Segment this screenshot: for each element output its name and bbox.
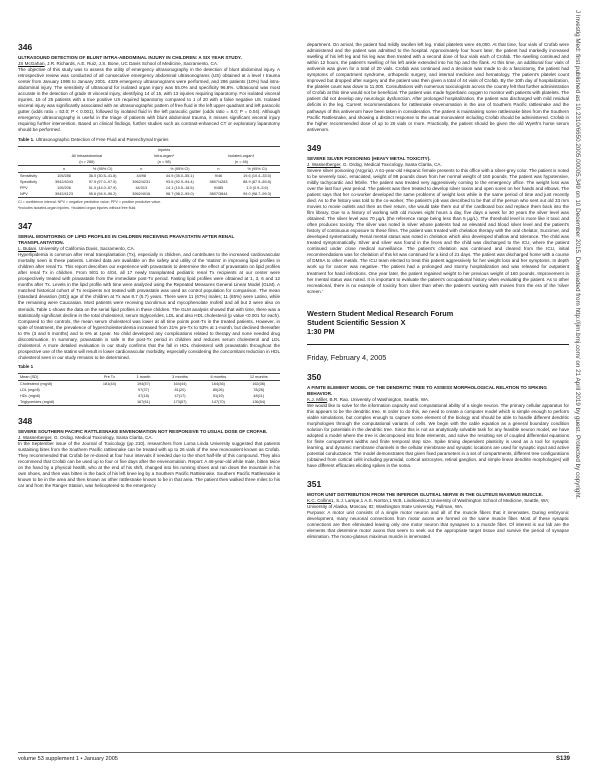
row-label: PPV [20,185,28,190]
cell: 14.1 (10.5–18.5) [165,185,194,190]
cell: 181(44) [93,380,126,387]
cell: 164(44) [161,380,199,387]
cell: 105/286 [48,172,80,179]
cell: 78(26) [253,387,265,392]
col-n: (n = 46) [234,159,248,164]
copyright-margin-note: J Investig Med: first published as 10.2310/6650.2005.00005.349 on 10 December 2015. Downloaded from http://jim.bmj.com/ on 21 April 2019 by guest. Protected by copyright. [574,10,581,500]
cell: 3807/3844 [203,191,235,198]
col-n: (n = 98) [157,159,171,164]
row-label: LDL (mg/dl) [20,387,40,392]
abstract-number: 346 [18,42,33,52]
presenting-author: J. Wasserberger [307,161,341,167]
subheader: % (95% CI) [234,165,280,172]
cell: 3962/4231 [132,179,151,184]
abstract-347 [18,221,280,406]
table-caption [18,364,280,370]
row-label: Triglycerides (mg/dl) [18,399,93,406]
abstract-number: 348 [18,415,33,426]
abstract-title: SEVERE SILVER POISONING (HEAVY METAL TOXICITY). [307,155,431,161]
presenting-author: L. Butani [18,246,37,252]
cell: 44/313 [135,185,148,190]
col-header: 1 month [126,373,161,380]
abstract-title: SERIAL MONITORING OF LIPID PROFILES IN CHILDREN RECEIVING PRAVASTATIN AFTER RENAL TRANSPLANTATION. [18,234,235,246]
abstract-body: In the September issue of the Journal of Toxicology (pp 210), researchers from Loma Linda University suggested that patients sustaining bites from the Southern Pacific rattlesnake can be treated with up to 26 vials of the new monovalent known as Crofab. They recommended that Crofab be re-dosed at four hour intervals if needed due to the short half-life of this compound. They also recommend that Crofab can be used up to four or five days after the envenomation. Report: A 46-year-old white male, bitten twice on the hand by a physical health, who at the end of his shift, changed into his running shoes and ran down the mountain in his own shoes, and then was bitten in the back of his left knee leg by a Southern Pacific Rattlesnake. Southern Pacific Rattlesnake is known to be in the area and then known as other rattlesnake known to be in that area. The patient then walked three miles to his car and from the Ranger Station, was helicoptered to the emergency [18,440,280,489]
abstract-title: ULTRASOUND DETECTION OF BLUNT INTRA-ABDOMINAL INJURY IN CHILDREN: A SIX YEAR STUDY. [18,55,242,60]
col-header: Pre Tx [93,373,126,380]
abstract-body: Hyperlipidemia is common after renal transplantation (Tx), especially in children, and contributes to the increased cardiovascular mortality seen in these patients. Limited data are available on the safety and utility of the 'statins' in improving lipid profiles in children after renal Tx. This report describes our experience with pravastatin to determine the effect of pravastatin on lipid profiles after renal Tx in children. From 9/01 to 4/04, all 17 newly transplanted pediatric renal Tx recipients at our center were prospectively treated with pravastatin from the immediate post-Tx period. Fasting lipid profiles were obtained at 1, 3, 6 and 12 months after Tx. Levels in the lipid profile with time were analyzed using the Repeated Measures General Linear Model (GLM). A matched historical cohort of Tx recipients not treated with pravastatin was used as control population for comparison. The mean (standard deviation (SD)) age of the children at Tx was 8.7 (5.7) years. There were 11 (67%) males; 11 (65%) were Latino, while the remaining were Caucasian. Most patients were receiving tacrolimus and mycophenolate mofetil and all but 2 were also on steroids. Table 1 shows the data on the serial lipid profiles in these children. The GLM analysis showed that with time, there was a statistically significant decline in the total cholesterol, serum triglycerides, LDL and also HDL cholesterol (p value <0.001 for each). Compared to the controls, the mean serum cholesterol was lower at all time points post-Tx in the treated patients. However, in spite of treatment, the prevalence of hypercholesterolemia increased from 31% pre-Tx to 53% at 1-month, but declined thereafter to 0% (3 and 6 months) and to 6% at 1year. No child developed any complications related to therapy and none needed drug discontinuation. In summary, pravastatin is safe in the post-Tx period in children and reduces serum cholesterol and LDL cholesterol. A more detailed evaluation in our study confirms that the fall in HDL cholesterol with pravastatin throughout the prospective use of the statins will result in lower cardiovascular morbidity, especially considering the concomitant reduction in HDL cholesterol seen in our study remains to be determined. [18,252,280,360]
cell: 48(11) [253,393,265,398]
session-subtitle: Student Scientific Session X [307,317,406,327]
abstract-title: MOTOR UNIT DISTRIBUTION FROM THE INFERIOR GLUTEAL NERVE IN THE GLUTEUS MAXIMUS MUSCLE. [307,492,543,498]
abstract-body: department. On arrival, the patient had mildly swollen left leg. Initial platelets were 46,000. At that time, four vials of Crofab were administered and the patient was admitted to the hospital. Approximately four hours later, the patient had markedly increased swelling of his left leg and his leg was then treated with a second dose of four vials each of Crofab. The swelling continued and within 12 hours, the patient's swelling of his left ankle extended into his hip and the flank. At this time, an additional four vials of antivenin was given for a total of 20 vials. Crofab was continued and a decision was made to do a fasciotomy, the patient had symptoms of compartment syndrome, orthopedic surgery, and internal medicine and hematology. The patient's platelet count improved but dropped after surgery and the patient was then given a total of 44 vials of Crofab. By the 10th day of hospitalization, the platelet count was down to 11,000. Consultations with numerous toxicologists across the country felt that further administration of Crofab at this time would not be beneficial. The patient was made hyperbaric oxygen to monitor with patients with platelets. The patient did not develop any neurologic dysfunction. After prolonged hospitalization, the patient was discharged with mild residual deficits in the leg. Current recommendations for rattlesnake envenomation in the use of Southern Pacific rattlesnake and the pathways of this antivenom have been taken in consideration. The patient is maintaining some rattlesnake bites from the Southern Pacific Rattlesnake, and showing a distinct response to the usual monovalent including Crofab should be administered. Crofab in the higher recommended dose of up to 26 vials or more. Practically, the patient should be given the old Wyeth's horse serum antivenom. [307,42,569,132]
cell: 9/46 [203,172,235,179]
table-caption [18,137,280,143]
cell: 194(57) [126,380,161,387]
row-label: Cholesterol (mg/dl) [18,380,93,387]
session-title: Western Student Medical Research Forum [307,308,454,318]
lipid-table [18,373,280,406]
cell: 9/485 [213,185,224,190]
abstract-title: SEVERE SOUTHERN PACIFIC RATTLESNAKE ENVENOMATION NOT RESPONSIVE TO USUAL DOSE OF CROFAB. [18,428,268,434]
cell: 1.9 (0.9–3.6) [246,185,268,190]
table-group-header: Injuries [48,146,280,153]
cell: 173(57) [161,399,199,406]
session-header [307,309,569,362]
abstract-title: A FINITE ELEMENT MODEL OF THE DENDRITIC TREE TO ASSESS MORPHOLOGICAL RELATION TO SPIKING BEHAVIOR. [307,384,547,396]
cell: 3807/4283 [209,179,228,184]
cell: 97.5 (97.0–97.9) [88,179,117,184]
author-affiliation: , J.R. Richards, A.E. Ruiz, J.S. Bone, UC Davis School of Medicine, Sacramento, CA. [44,61,219,66]
cell: 81(20) [174,387,186,392]
cell: 44/98 [126,172,158,179]
abstract-348 [18,416,280,489]
col-group: All Intraabdominal [71,153,103,158]
footer-page-number: S139 [555,756,570,762]
footer-volume: volume 53 supplement 1 • January 2005 [18,756,118,762]
abstract-number: 347 [18,221,33,232]
abstract-346 [18,42,280,211]
row-label: Sensitivity [18,172,48,179]
author-affiliation: , G. Ordog. Medical Toxicology, Santa Clarita, CA. [340,161,442,167]
abstract-number: 350 [307,371,322,382]
author-affiliation: . University of California Davis, Sacramento, CA. [36,246,135,252]
col-header: 3 months [161,373,199,380]
subheader: n [126,165,158,172]
cell: 47(17) [174,393,186,398]
table-label: Table 1 [18,363,34,369]
cell: 88.9 (87.9–89.8) [243,179,272,184]
cell: 36.0 (30.5–41.8) [80,172,126,179]
row-label: Specificity [20,179,38,184]
cell: 162(36) [238,380,281,387]
session-date: Friday, February 4, 2005 [307,352,387,362]
section-divider [307,344,569,345]
abstract-351 [307,479,569,540]
cell: 19.6 (10.4–33.5) [234,172,280,179]
cell: 3942/4123 [48,191,80,198]
cell: 99.0 (98.7–99.3) [234,191,280,198]
col-group: Isolated-organ† [228,153,255,158]
cell: 44.9 (35.0–55.1) [157,172,203,179]
cell: 167(61) [126,399,161,406]
abstract-number: 351 [307,479,322,490]
table-footnote: CI = confidence interval; NPV = negative predictive value; PPV = positive predictive value. [18,199,162,204]
cell: 136(54) [238,399,281,406]
presenting-author: JS McGahan [18,61,45,66]
cell: 3942/4043 [55,179,73,184]
presenting-author: K.C. Collins [307,498,331,504]
abstract-349 [307,143,569,295]
presenting-author: J. Wasserberger [18,434,52,440]
row-label: NPV [18,191,48,198]
author-affiliation: 1, S.J. Lampe,1 A.S. Norton,1 W.B. Lindsoeski,2 University of Washington School of Medicine, Seattle, WA; University of Alaska, Moscow, ID; Washington State University, Pullman, WA. [307,498,550,510]
col-n: (n = 286) [79,159,95,164]
cell: 3962/4016 [126,191,158,198]
subheader: % (95% CI) [157,165,203,172]
subheader: % (95% CI) [80,165,126,172]
table-label: Table 1. [18,136,35,142]
presenting-author: K.J. Miller [307,396,327,402]
right-column [307,42,569,550]
abstract-authors [307,498,569,510]
left-column [18,42,280,499]
ultrasound-table [18,146,280,198]
cell: 47(18) [137,393,149,398]
abstract-body: The objective of this study was to assess the utility of emergency ultrasonography in the detection of blunt abdominal injury. A retrospective review was conducted of all consecutive emergency abdominal ultrasonograms (US) obtained at a level I trauma center from January 1995 to January 2001. 4329 emergency ultrasonograms were performed, and 286 patients (10%) had intra-abdominal injury. The sensitivity of ultrasound for isolated organ injury was 55.0% and specificity 96.8%. Ultrasound was most accurate in the detection of grade III visceral injury, identifying 14 of 15, with 13 injuries requiring laparotomy. For isolated visceral injuries, 15 of 25 patients with a true positive US required laparotomy compared to 1 of 20 with a false negative US. Isolated visceral injury was significantly associated with an ultrasonographic pattern of free fluid in the left upper quadrant and left paracolic gutter (odds ratio = 53.0; P < 0.001), followed by isolated fluid in the left paracolic gutter (odds ratio = 8.0; P = 0.04). Although emergency ultrasonography is useful in the triage of patients with blunt abdominal trauma, it misses significant visceral injury requiring further intervention. Based on clinical findings, further studies such as contrast-enhanced CT or exploratory laparotomy should be performed. [18,67,280,133]
abstract-body: Severe silver poisoning (Argyria). A 61-year-old Hispanic female presents to this office with a silver-grey color. The patient is noted to be severely toxic, emaciated, weight of 98 pounds down from her normal weight of 160 pounds. The patient was hypotensive, mildly tachycardic and febrile. The patient was treated very aggressively coming to the emergency office. The weight loss was over the last four year period. The patient was then treated to develop silver toxins and open sores on her hands and elbows. The patient says that her co-worker developed the same problems of weight loss while in the same period of time and just recently died. As to the history was told to the co-worker, The patient's job was described to be that of the person who sent out old 33 mm movies to movie outlets and then as their return, she would take them out of the cardboard box and replace them back into the film library. Due to a history of working with old movies eight hours a day, five days a week for 30 years the silver level was obtained. The silver level was 70 μg/L (the reference range being less than 5 μg/L). The threshold level is more like it toxic and often produces toxicity. The silver was noted in silver whose patients had an elevated and blood silver level and the patient's history of continuous exposure to these films. The patient was treated with chelation therapy with the oral chelator, Succimer, and developed systematically. Renal mental status was noted in chelation which also developed shallow and tolerance. The child was treated symptomatically. Silver and silver was found in the feces and the child was discharged to the ICU, where the patient continued under close medical surveillance. The patient's chelation was continued and cleared from the ICU, initial recommendations was for chelation of this kit was continued for a kind of 21 days. The patient was discharged home with a course of DMSA to other metals. The ICU team elected to treat this patient aggressively for her weight loss and her symptoms. In depth work up for cancer was negative. The patient had a prolonged and stormy hospitalization and was released for outpatient treatment for hand infections. One year later, the patient regained weight to her previous weight of 160 pounds. Improvement in her mental status was noted. It is important to evaluate the patient's occupational history when evaluating the patient. As to other recreational, there is no example of toxicity from silver than when the patient's working with movies from the era of the 'silver screen.' [307,167,570,294]
cell: 51(19) [212,393,224,398]
cell: 95.6 (94.9–96.2) [80,191,126,198]
cell [93,399,126,406]
col-header: Mean (SD) [18,373,93,380]
author-affiliation: , G. Ordog. Medical Toxicology, Santa Clarita, CA. [51,434,153,440]
row-label: HDL (mg/dl) [20,393,41,398]
cell: 98.7 (98.2–99.0) [157,191,203,198]
abstract-350 [307,372,569,470]
table-row [18,399,280,406]
abstract-348-continued [307,42,569,133]
author-affiliation: , B.R. Rao. University of Washington, Seattle, WA. [326,396,430,402]
cell: 93.6 (92.9–94.4) [165,179,194,184]
cell: 51.0 (44.0–57.9) [88,185,117,190]
subheader: n [203,165,235,172]
abstract-number: 349 [307,142,322,153]
cell: 147(70) [199,399,237,406]
col-header: 12 months [238,373,281,380]
table-row [18,191,280,198]
table-footnote: *Includes isolated-organ injuries. †Isolated organ injuries without free fluid. [18,206,137,211]
subheader: n [48,165,80,172]
cell: 105/206 [57,185,71,190]
cell: 97(37) [137,387,149,392]
abstract-body: Purpose: A motor unit consists of a single motor neuron and all of the muscle fibers that it innervates. During embryonic development, many neuronal connections from motor axons are formed on the same muscle fiber. Most of these synaptic connections are then eliminated leaving only one motor neuron that synapses to a muscle fiber. Of interest is our lab are the elements that determine motor axons that seem to seek out the appropriate target tissue and survive the period of synapse elimination. The mono-gluteus maximus muscle is innervated [307,510,569,540]
cell: 80(26) [212,387,224,392]
footer-rule [18,752,569,753]
abstract-body: We would like to solve for the information capacity and computational ability of a single neuron. The primary cellular apparatus for this appears to be the dendritic tree. In order to do this, we need to create a computer model which is simple enough to perform viable simulations, but complex enough to capture some element of the biology and should be able to handle different dendritic morphologies through the computational variants of cells. We begin with the cable equation as a general boundary condition solution for potentials in the dendritic tree. Since this is not an analytically solvable task for any feasible neuron model, we have adopted a model where the tree is decomposed into finite elements, and solve the resulting set of coupled differential equations for finite compartment widths and finite temporal step size. Spike timing dependent plasticity is used as a tool for synaptic learning, and dynamic membrane channels in the cellular membrane and synaptic locations are used for synaptic input and active potential conductance. The model demonstrates that given fixed parameters in a set of compartments, different tree configurations (obtained from cortical cells including pyramidal, cortical astrocytes, retinal ganglion, and simple linear dendrite morphologies) will have different efficacies eliciting spikes in the soma. [307,402,569,469]
cell: 164(36) [199,380,237,387]
col-header: 6 months [199,373,237,380]
col-group: Intra-organ* [154,153,175,158]
session-time: 1:30 PM [307,326,335,336]
table-caption-text: Ultrasonographic Detection of Free Fluid and Parenchymal Injuries [35,136,169,142]
